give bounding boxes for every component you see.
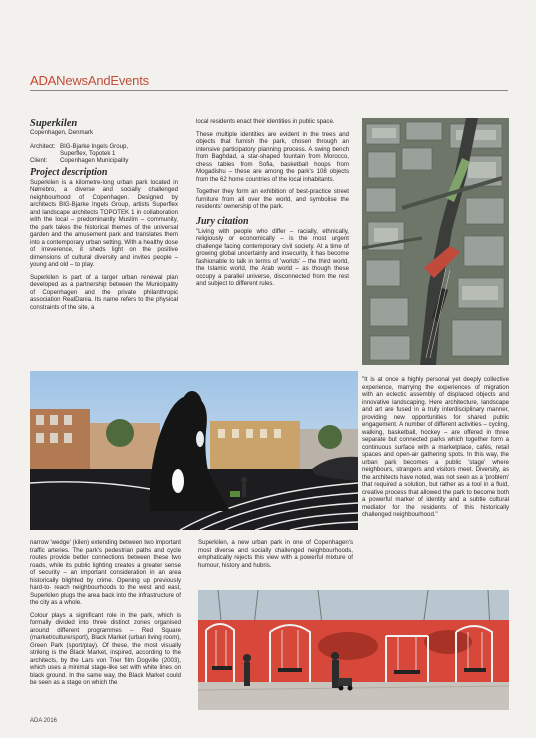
magazine-header xyxy=(30,73,149,88)
black-market-photo xyxy=(30,371,358,530)
header-section: NewsAndEvents xyxy=(56,73,149,88)
column-2-top xyxy=(196,118,349,288)
credit-row xyxy=(30,150,128,157)
aerial-photo xyxy=(362,118,509,365)
column-1-top xyxy=(30,118,178,316)
heading-project-description: Project description xyxy=(30,166,108,178)
body-paragraph: narrow 'wedge' (kilen) extending between two important traffic arteries. The park's pedestrian paths and cycle routes provide better connections between these two roads, while its public lighting creates a greater sense of security – an important consideration in an area historically blighted by crime. Opening up previously hard-to- reach neighbourhoods to the west and east, Superkilen plugs the area back into the infrastructure of the city as a whole. xyxy=(30,539,181,606)
credit-label xyxy=(30,150,60,157)
credit-label: Architect: xyxy=(30,142,56,150)
heading-jury-citation: Jury citation xyxy=(196,215,249,227)
project-location: Copenhagen, Denmark xyxy=(30,129,94,136)
body-paragraph: Together they form an exhibition of best-practice street furniture from all over the world, and symbolise the residents' ownership of the park. xyxy=(196,188,349,210)
credit-value: BIG-Bjarke Ingels Group, xyxy=(60,142,129,150)
body-paragraph: Superkilen is a kilometre-long urban park located in Nørrebro, a diverse and socially challenged neighbourhood of Copenhagen. Designed by architects BIG-Bjarke Ingels Group, artists Superflex and landscape architects TOPOTEK 1 in collaboration with the local – predominantly Muslim – community, the park takes the historical themes of the universal garden and the amusement park and translates them into a contemporary urban setting. With a healthy dose of irreverence, it sheds light on the positive dimensions of cultural diversity and invites people – young and old – to play. xyxy=(30,178,178,269)
credit-row xyxy=(30,143,128,150)
credit-row xyxy=(30,157,128,164)
credit-value: Superflex, Topotek 1 xyxy=(60,149,116,157)
credit-label: Client: xyxy=(30,157,48,165)
jury-quote-continued: "It is at once a highly personal yet deeply collective experience, marrying the experiences of migration with an eclectic assembly of displaced objects and innovative landscaping. Here architecture, landscape and art are fused in a truly interdisciplinary manner, providing new opportunities for shared public engagement. A number of different activities – cycling, walking, basketball, hockey – are offered in three separate but connected parks which together form a continuous surface with a marketplace, cafés, retail spaces and open-air gathering spots. In this way, the urban park becomes a public 'stage' where neighbours, strangers and visitors meet. Diversity, as the architects have noted, was not seen as a 'problem' that required a solution, but rather as a tool in a fluid, creative process that allowed the park to become both a powerful marker of identity and a subtle cultural mediator for the residents of this historically challenged neighbourhood." xyxy=(362,376,509,518)
credits-table xyxy=(30,143,128,165)
project-name: Superkilen xyxy=(30,118,78,129)
jury-quote: "Living with people who differ – racially, ethnically, religiously or economically – is the most urgent challenge facing contemporary civil society. At a time of growing global uncertainty and insecurity, it has become fashionable to talk in terms of 'worlds' – the third world, the Islamic world, the Arab world – as though these occupy a parallel universe, disconnected from the rest and subject to different rules. xyxy=(196,227,349,287)
credit-value: Copenhagen Municipality xyxy=(60,157,129,165)
header-divider xyxy=(30,90,508,91)
column-2-bottom xyxy=(198,539,353,569)
page-footer: ADA 2016 xyxy=(30,718,58,724)
jury-quote-end: Superkilen, a new urban park in one of Copenhagen's most diverse and socially challenged neighbourhoods, emphatically rejects this view with a powerful mixture of humour, history and hubris. xyxy=(198,539,353,569)
body-paragraph: local residents enact their identities in public space. xyxy=(196,118,335,125)
header-brand: ADA xyxy=(30,73,57,88)
column-3-middle xyxy=(362,376,509,519)
red-square-photo xyxy=(198,590,509,710)
body-paragraph: These multiple identities are evident in the trees and objects that furnish the park, chosen through an intensive participatory planning process. A swing bench from Baghdad, a star-shaped fountain from Morocco, chess tables from Sofia, basketball hoops from Mogadishu – these are among the park's 108 objects from the 62 home countries of the local inhabitants. xyxy=(196,130,349,183)
column-1-bottom xyxy=(30,539,181,692)
body-paragraph: Colour plays a significant role in the park, which is formally divided into three distinct zones organised around different programmes – Red Square (market/culture/sport), Black Market (urban living room), Green Park (sport/play). Of these, the most visually striking is the Black Market, inspired, according to the architects, by the Lars von Trier film Dogville (2003), which uses a minimal stage-like set with white lines on black ground. In the same way, the Black Market could be seen as a stage on which the xyxy=(30,611,181,686)
body-paragraph: Superkilen is part of a larger urban renewal plan developed as a partnership between the Municipality of Copenhagen and the private philanthropic association RealDania. Its name refers to the physical constraints of the site, a xyxy=(30,273,178,311)
